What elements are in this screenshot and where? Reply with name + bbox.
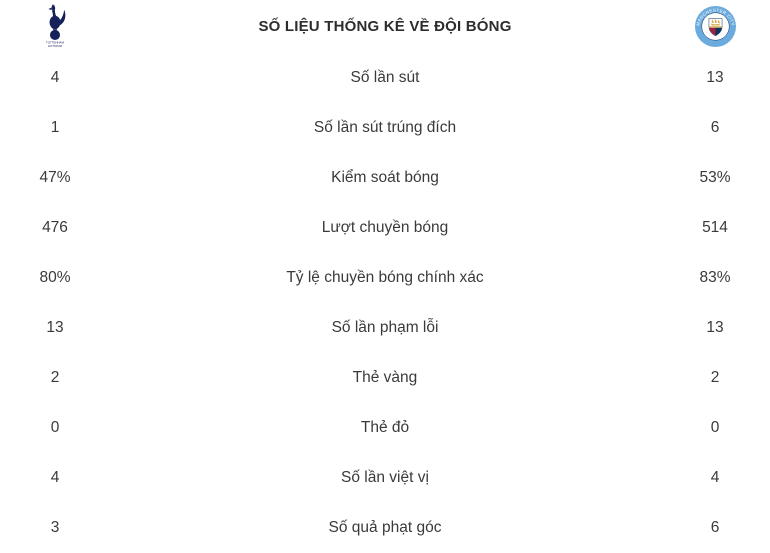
stat-label: Số lần phạm lỗi bbox=[331, 319, 439, 336]
away-value: 13 bbox=[706, 319, 724, 336]
away-team-logo-cell bbox=[660, 6, 770, 47]
away-value: 6 bbox=[710, 119, 720, 136]
svg-text:TOTTENHAM: TOTTENHAM bbox=[45, 40, 65, 45]
home-value: 2 bbox=[50, 369, 60, 386]
svg-text:HOTSPUR: HOTSPUR bbox=[47, 43, 63, 48]
stat-label: Thẻ vàng bbox=[352, 369, 418, 386]
home-value: 3 bbox=[50, 519, 60, 536]
away-value: 83% bbox=[699, 269, 731, 286]
man-city-crest-icon bbox=[695, 6, 736, 47]
stat-row-pass-accuracy bbox=[0, 253, 770, 303]
home-value: 4 bbox=[50, 469, 60, 486]
away-value: 0 bbox=[710, 419, 720, 436]
home-team-logo-cell bbox=[0, 4, 110, 50]
stats-header bbox=[0, 0, 770, 53]
stat-label: Tỷ lệ chuyền bóng chính xác bbox=[286, 269, 484, 286]
home-value: 13 bbox=[46, 319, 64, 336]
home-value: 80% bbox=[39, 269, 71, 286]
home-value: 47% bbox=[39, 169, 71, 186]
home-value: 0 bbox=[50, 419, 60, 436]
stats-title: SỐ LIỆU THỐNG KÊ VỀ ĐỘI BÓNG bbox=[258, 18, 512, 35]
away-value: 4 bbox=[710, 469, 720, 486]
stat-label: Số lần việt vị bbox=[341, 469, 429, 486]
stat-row-yellow-cards bbox=[0, 353, 770, 403]
stat-label: Số quả phạt góc bbox=[328, 519, 442, 536]
away-value: 6 bbox=[710, 519, 720, 536]
svg-text:MANCHESTER CITY: MANCHESTER CITY bbox=[694, 7, 736, 27]
stat-row-corners bbox=[0, 503, 770, 553]
stat-row-offsides bbox=[0, 453, 770, 503]
home-value: 4 bbox=[50, 69, 60, 86]
stat-row-fouls bbox=[0, 303, 770, 353]
stat-label: Kiểm soát bóng bbox=[331, 169, 439, 186]
stat-row-red-cards bbox=[0, 403, 770, 453]
stat-label: Thẻ đỏ bbox=[360, 419, 410, 436]
tottenham-crest-icon bbox=[42, 4, 68, 50]
away-value: 53% bbox=[699, 169, 731, 186]
away-value: 2 bbox=[710, 369, 720, 386]
stat-row-passes bbox=[0, 203, 770, 253]
stat-row-shots-on-target bbox=[0, 103, 770, 153]
home-value: 476 bbox=[42, 219, 68, 236]
stat-row-possession bbox=[0, 153, 770, 203]
stat-label: Số lần sút bbox=[350, 69, 420, 86]
away-value: 13 bbox=[706, 69, 724, 86]
stat-row-shots bbox=[0, 53, 770, 103]
home-value: 1 bbox=[50, 119, 60, 136]
away-value: 514 bbox=[702, 219, 728, 236]
stat-label: Số lần sút trúng đích bbox=[313, 119, 457, 136]
stat-label: Lượt chuyền bóng bbox=[321, 219, 449, 236]
